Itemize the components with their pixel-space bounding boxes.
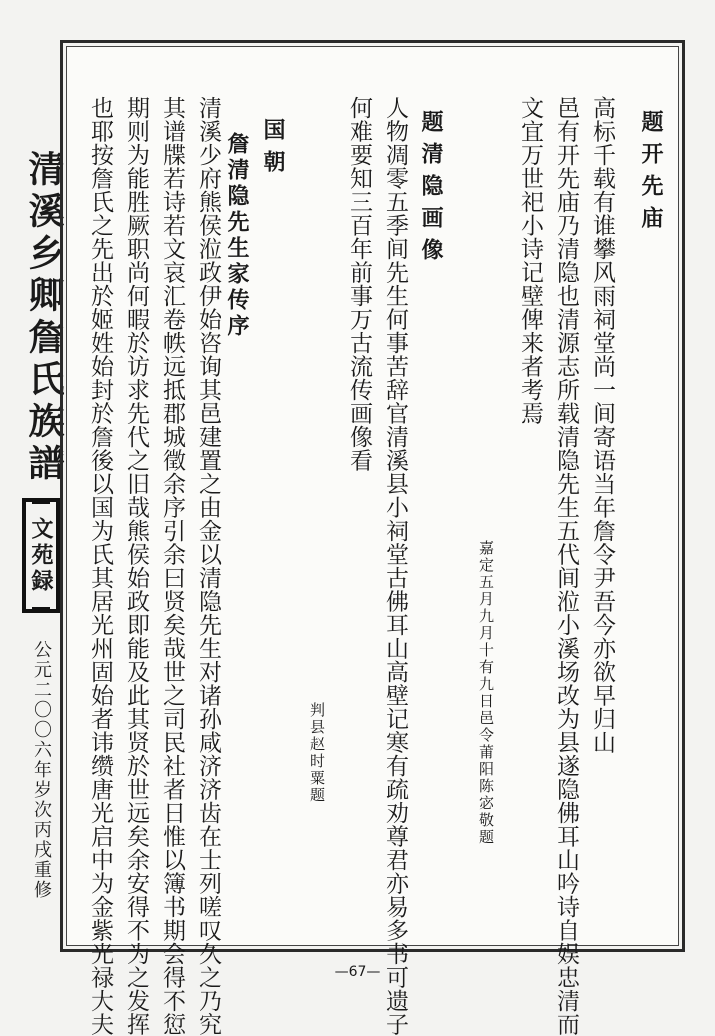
page-number: —67— (334, 964, 381, 980)
preface-line-2: 其谱牒若诗若文哀汇卷帙远抵郡城徵余序引余曰贤矣哉世之司民社者日惟以簿书期会得不愆 (159, 96, 185, 1036)
preface-line-3: 期则为能胜厥职尚何暇於访求先代之旧哉熊侯始政即能及此其贤於世远矣余安得不为之发挥 (123, 96, 149, 1036)
preface-line-1: 清溪少府熊侯涖政伊始咨询其邑建置之由金以清隐先生对诸孙咸济济齿在士列嗟叹久之乃究 (195, 96, 221, 1036)
poem1-line-1: 高标千载有谁攀风雨祠堂尚一间寄语当年詹令尹吾今亦欲早归山 (589, 96, 615, 754)
preface-line-4: 也耶按詹氏之先出於姬姓始封於詹後以国为氏其居光州固始者讳缵唐光启中为金紫光禄大夫 (87, 96, 113, 1036)
preface-title: 詹清隐先生家传序 (224, 132, 250, 340)
poem1-line-2: 邑有开先庙乃清隐也清源志所载清隐先生五代间涖小溪场改为县遂隐佛耳山吟诗自娱忠清而 (553, 96, 579, 1036)
section-label-box (22, 498, 60, 613)
poem1-signature: 嘉定五月九月十有九日邑令莆阳陈宓敬题 (477, 540, 495, 846)
poem1-line-3: 文宜万世祀小诗记壁俾来者考焉 (517, 96, 543, 425)
poem2-signature: 判县赵时粟题 (308, 702, 326, 804)
poem2-line-1: 人物凋零五季间先生何事苦辞官清溪县小祠堂古佛耳山高壁记寒有疏劝尊君亦易多书可遗子 (382, 96, 408, 1036)
poem2-title: 题清隐画像 (418, 110, 444, 270)
edition-note: 公元二〇〇六年岁次丙戌重修 (31, 640, 52, 900)
preface-dynasty: 国朝 (260, 118, 286, 182)
book-title: 清溪乡卿詹氏族譜 (23, 150, 65, 486)
page-frame-inner (66, 46, 679, 946)
section-label: 文苑録 (28, 516, 54, 595)
poem1-title: 题开先庙 (638, 110, 664, 238)
poem2-line-2: 何难要知三百年前事万古流传画像看 (346, 96, 372, 472)
